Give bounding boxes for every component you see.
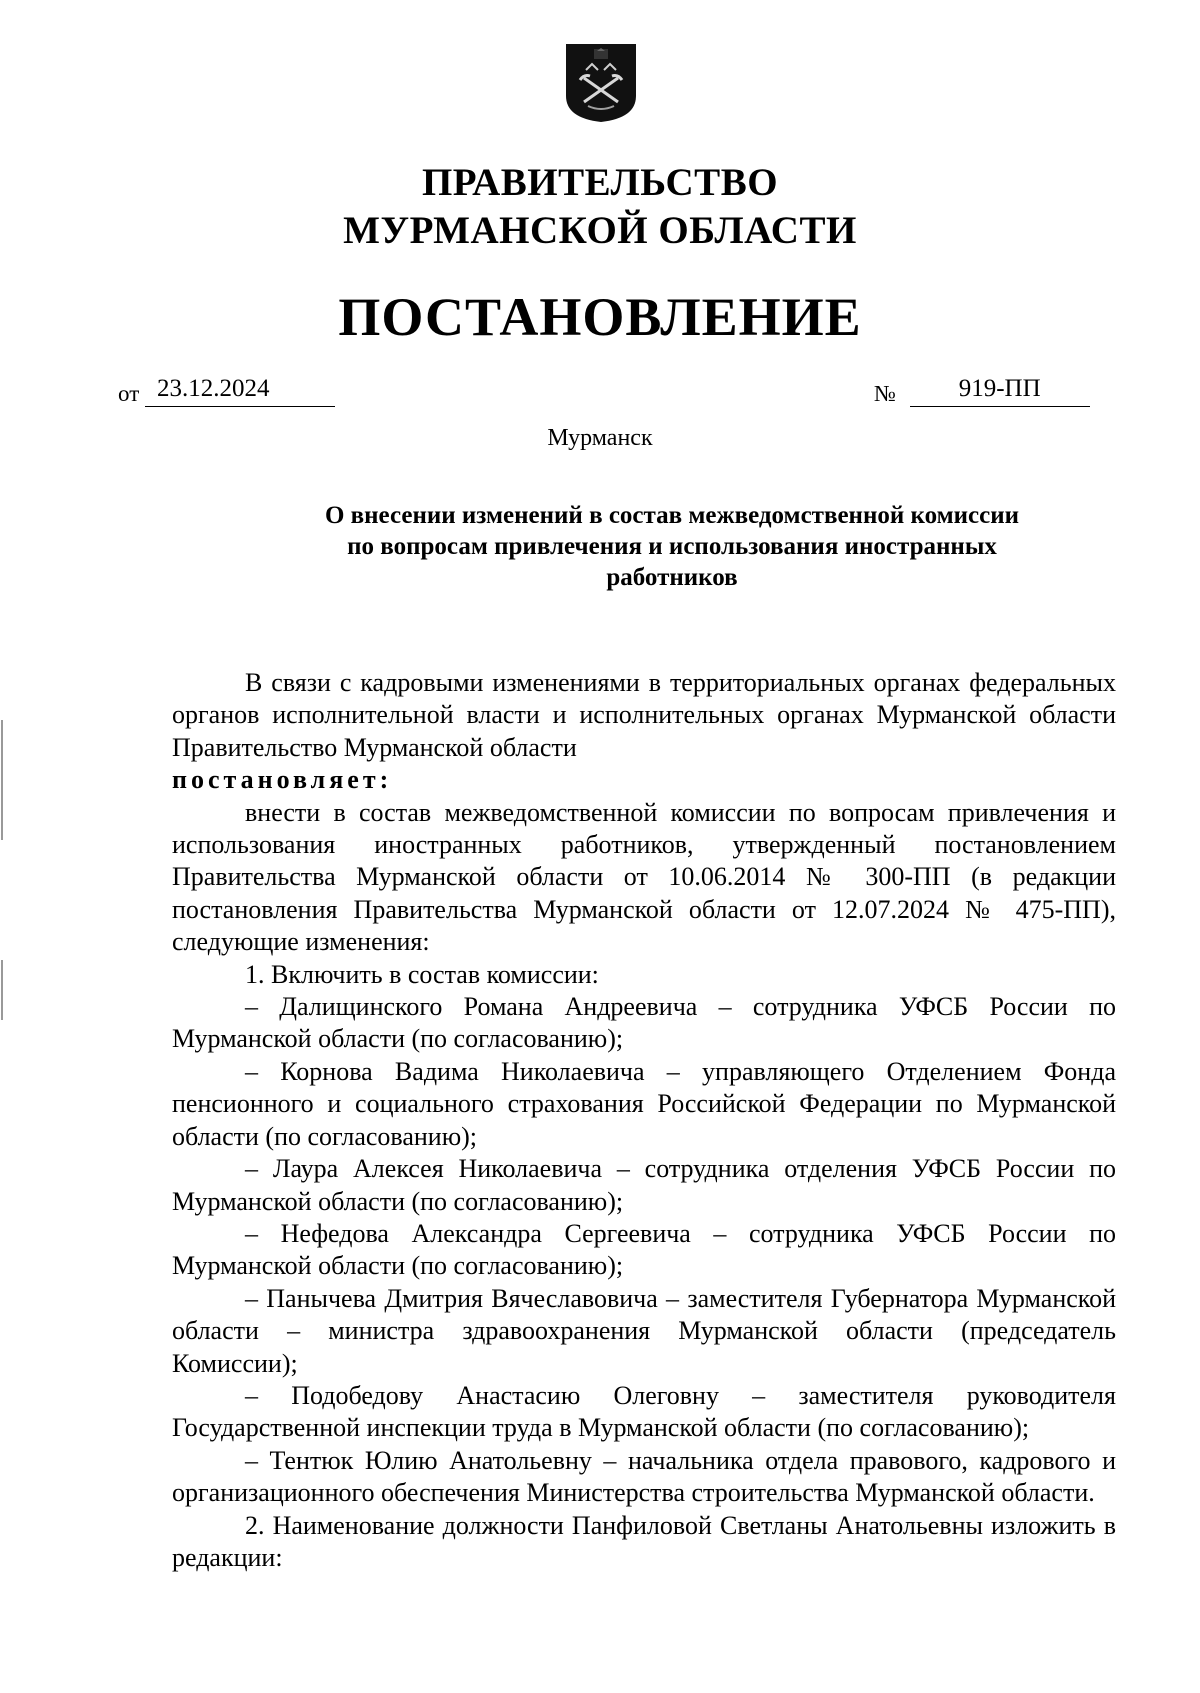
member-item: – Корнова Вадима Николаевича – управляющего Отделением Фонда пенсионного и социального страхования Российской Федерации по Мурманской области (по согласованию); [172, 1056, 1116, 1151]
member-item: – Тентюк Юлию Анатольевну – начальника отдела правового, кадрового и организационного обеспечения Министерства строительства Мурманской области. [172, 1445, 1116, 1508]
document-type-title: ПОСТАНОВЛЕНИЕ [338, 287, 862, 347]
date-value: 23.12.2024 [145, 372, 335, 407]
member-item: – Панычева Дмитрия Вячеславовича – заместителя Губернатора Мурманской области – министра здравоохранения Мурманской области (председатель Комиссии); [172, 1283, 1116, 1378]
decree-paragraph [172, 764, 1116, 796]
government-name-line1: ПРАВИТЕЛЬСТВО [421, 161, 779, 204]
number-value: 919-ПП [910, 372, 1090, 407]
member-item: – Подобедову Анастасию Олеговну – заместителя руководителя Государственной инспекции труда в Мурманской области (по согласованию); [172, 1380, 1116, 1443]
subject-line: по вопросам привлечения и использования иностранных [347, 533, 997, 560]
document-subject [272, 500, 1072, 593]
item-1-title: 1. Включить в состав комиссии: [245, 959, 599, 989]
scan-artifact [1, 720, 3, 840]
decree-word: постановляет: [172, 765, 393, 795]
member-item: – Нефедова Александра Сергеевича – сотрудника УФСБ России по Мурманской области (по согласованию); [172, 1218, 1116, 1281]
subject-line: О внесении изменений в состав межведомственной комиссии [324, 502, 1020, 529]
number-prefix: № [874, 381, 896, 406]
item-2-paragraph: 2. Наименование должности Панфиловой Светланы Анатольевны изложить в редакции: [172, 1510, 1116, 1572]
subject-line: работников [606, 564, 738, 591]
city-name: Мурманск [547, 425, 653, 451]
member-item: – Лаура Алексея Николаевича – сотрудника отделения УФСБ России по Мурманской области (по согласованию); [172, 1154, 1116, 1216]
scan-artifact [1, 960, 3, 1020]
preamble-paragraph: В связи с кадровыми изменениями в территориальных органах федеральных органов исполнительной власти и исполнительных органах Мурманской области Правительство Мурманской области [172, 668, 1116, 762]
document-number [874, 372, 1090, 407]
document-date [118, 372, 335, 407]
intro-paragraph: внести в состав межведомственной комиссии по вопросам привлечения и использования иностранных работников, утвержденный постановлением Правительства Мурманской области от 10.06.2014 № 300-ПП (в редакции постановления Правительства Мурманской области от 12.07.2024 № 475-ПП), следующие изменения: [172, 797, 1116, 957]
government-name-line2: МУРМАНСКОЙ ОБЛАСТИ [343, 209, 857, 252]
coat-of-arms-emblem [564, 40, 638, 124]
member-item: – Далищинского Романа Андреевича – сотрудника УФСБ России по Мурманской области (по согласованию); [172, 992, 1116, 1054]
document-body [172, 667, 1116, 1574]
date-prefix: от [118, 381, 140, 406]
